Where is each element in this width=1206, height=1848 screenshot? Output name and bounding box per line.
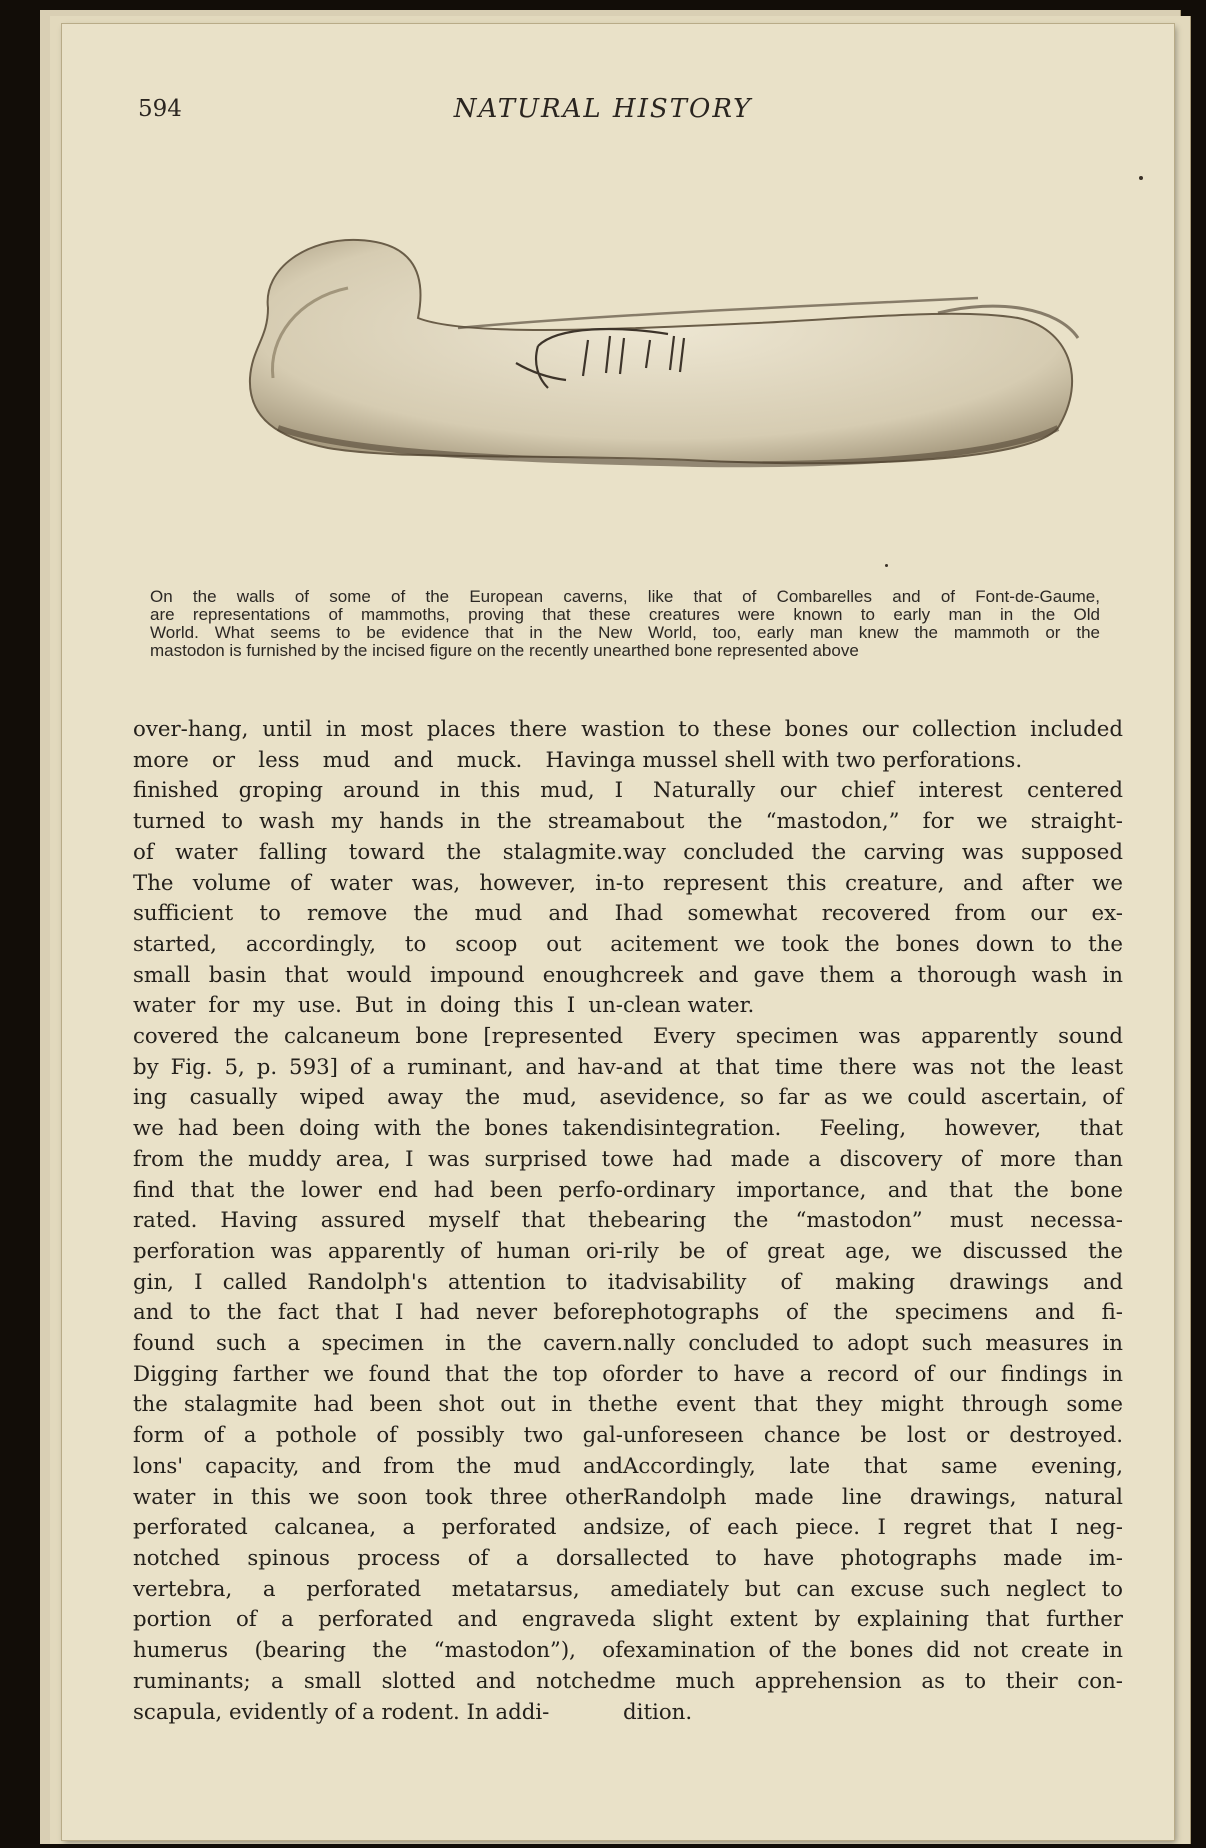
text-line: nally concluded to adopt such measures in bbox=[623, 1331, 1123, 1357]
running-title: NATURAL HISTORY bbox=[453, 94, 753, 124]
text-line: about the “mastodon,” for we straight- bbox=[623, 809, 1123, 835]
text-line: notched spinous process of a dorsal bbox=[133, 1545, 623, 1571]
text-line: we had been doing with the bones taken bbox=[133, 1116, 623, 1142]
text-line: vertebra, a perforated metatarsus, a bbox=[133, 1576, 623, 1602]
text-line: to represent this creature, and after we bbox=[623, 870, 1123, 896]
speck bbox=[1139, 176, 1143, 180]
text-line: disintegration. Feeling, however, that bbox=[623, 1116, 1123, 1142]
text-line: had somewhat recovered from our ex- bbox=[623, 901, 1123, 927]
text-line: dition. bbox=[623, 1699, 693, 1725]
text-line: citement we took the bones down to the bbox=[623, 931, 1123, 957]
text-line: rated. Having assured myself that the bbox=[133, 1208, 623, 1234]
text-line: scapula, evidently of a rodent. In addi- bbox=[133, 1699, 550, 1725]
page-number: 594 bbox=[138, 96, 182, 122]
text-line: examination of the bones did not create in bbox=[623, 1638, 1123, 1664]
left-column bbox=[133, 715, 623, 1728]
text-line: and to the fact that I had never before bbox=[133, 1300, 623, 1326]
text-line: turned to wash my hands in the stream bbox=[133, 809, 623, 835]
text-line: ruminants; a small slotted and notched bbox=[133, 1668, 623, 1694]
text-line: lons' capacity, and from the mud and bbox=[133, 1453, 623, 1479]
text-line: from the muddy area, I was surprised to bbox=[133, 1146, 623, 1172]
right-column bbox=[623, 715, 1123, 1728]
text-line: we had made a discovery of more than bbox=[623, 1146, 1123, 1172]
text-line: Naturally our chief interest centered bbox=[653, 778, 1123, 804]
bone-body-shape bbox=[250, 240, 1072, 463]
caption-line: are representations of mammoths, proving that these creatures were known to early man in the Old bbox=[150, 605, 1100, 624]
text-line: advisability of making drawings and bbox=[623, 1269, 1123, 1295]
text-line: find that the lower end had been perfo- bbox=[133, 1177, 623, 1203]
text-line: a mussel shell with two perforations. bbox=[623, 747, 1023, 773]
text-line: found such a specimen in the cavern. bbox=[133, 1331, 623, 1357]
text-line: mediately but can excuse such neglect to bbox=[623, 1576, 1123, 1602]
text-line: gin, I called Randolph's attention to it bbox=[133, 1269, 623, 1295]
text-line: Digging farther we found that the top of bbox=[133, 1361, 623, 1387]
text-line: rily be of great age, we discussed the bbox=[623, 1238, 1123, 1264]
text-line: water for my use. But in doing this I un- bbox=[133, 993, 623, 1019]
text-line: ing casually wiped away the mud, as bbox=[133, 1085, 623, 1111]
caption-line: mastodon is furnished by the incised figure on the recently unearthed bone represented above bbox=[150, 641, 859, 660]
text-line: perforated calcanea, a perforated and bbox=[133, 1515, 623, 1541]
text-line: creek and gave them a thorough wash in bbox=[623, 962, 1123, 988]
text-line: covered the calcaneum bone [represented bbox=[133, 1024, 623, 1050]
text-line: ordinary importance, and that the bone bbox=[623, 1177, 1123, 1203]
caption-line: On the walls of some of the European caverns, like that of Combarelles and of Font-de-Gaume, bbox=[150, 587, 1100, 606]
text-line: unforeseen chance be lost or destroyed. bbox=[623, 1423, 1123, 1449]
text-line: perforation was apparently of human ori- bbox=[133, 1238, 623, 1264]
caption-line: World. What seems to be evidence that in the New World, too, early man knew the mammoth or the bbox=[150, 623, 1100, 642]
text-line: small basin that would impound enough bbox=[133, 962, 623, 988]
text-line: water in this we soon took three other bbox=[133, 1484, 623, 1510]
text-line: the event that they might through some bbox=[623, 1392, 1123, 1418]
speck bbox=[885, 564, 888, 567]
bone-figure bbox=[238, 228, 1098, 488]
text-line: photographs of the specimens and fi- bbox=[623, 1300, 1123, 1326]
text-line: evidence, so far as we could ascertain, of bbox=[623, 1085, 1123, 1111]
text-line: clean water. bbox=[623, 993, 755, 1019]
text-line: portion of a perforated and engraved bbox=[133, 1607, 623, 1633]
text-line: way concluded the carving was supposed bbox=[623, 839, 1123, 865]
text-line: started, accordingly, to scoop out a bbox=[133, 931, 623, 957]
text-line: of water falling toward the stalagmite. bbox=[133, 839, 623, 865]
text-line: me much apprehension as to their con- bbox=[623, 1668, 1123, 1694]
text-line: humerus (bearing the “mastodon”), of bbox=[133, 1638, 623, 1664]
text-line: finished groping around in this mud, I bbox=[133, 778, 623, 804]
text-line: sufficient to remove the mud and I bbox=[133, 901, 623, 927]
text-line: lected to have photographs made im- bbox=[623, 1545, 1123, 1571]
text-line: Every specimen was apparently sound bbox=[653, 1024, 1123, 1050]
figure-caption bbox=[150, 588, 1100, 660]
text-line: over-hang, until in most places there was bbox=[133, 717, 623, 742]
text-line: bearing the “mastodon” must necessa- bbox=[623, 1208, 1123, 1234]
text-line: tion to these bones our collection included bbox=[623, 717, 1123, 742]
text-line: the stalagmite had been shot out in the bbox=[133, 1392, 623, 1418]
text-line: more or less mud and muck. Having bbox=[133, 747, 623, 773]
text-line: order to have a record of our findings in bbox=[623, 1361, 1123, 1387]
text-line: size, of each piece. I regret that I neg- bbox=[623, 1515, 1123, 1541]
text-line: and at that time there was not the least bbox=[623, 1054, 1123, 1080]
text-line: form of a pothole of possibly two gal- bbox=[133, 1423, 623, 1449]
text-line: by Fig. 5, p. 593] of a ruminant, and hav- bbox=[133, 1054, 623, 1080]
text-line: a slight extent by explaining that further bbox=[623, 1607, 1123, 1633]
text-line: Accordingly, late that same evening, bbox=[623, 1453, 1123, 1479]
text-line: The volume of water was, however, in- bbox=[133, 870, 623, 896]
text-line: Randolph made line drawings, natural bbox=[623, 1484, 1123, 1510]
